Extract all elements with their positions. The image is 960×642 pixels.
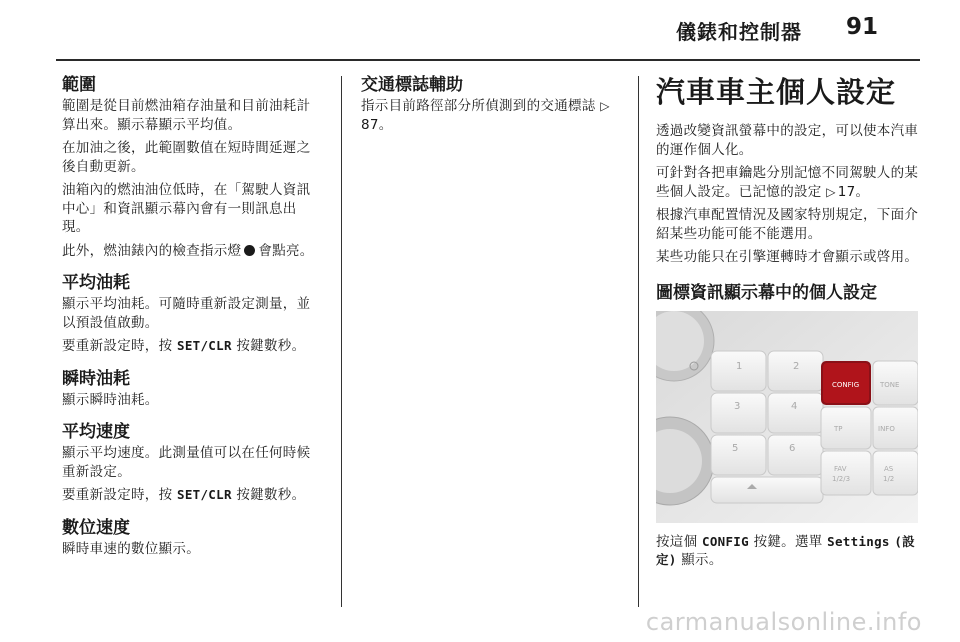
section-digital-speed (62, 517, 324, 559)
paragraph: 顯示平均速度。此測量值可以在任何時候重新設定。 (62, 445, 311, 480)
paragraph: 根據汽車配置情況及國家特別規定，下面介紹某些功能可能不能選用。 (656, 207, 919, 242)
section-title: 瞬時油耗 (62, 368, 130, 389)
preset-6-label: 6 (789, 442, 796, 454)
text-run: 可針對各把車鑰匙分別記憶不同駕駛人的某些個人設定。已記憶的設定 (656, 165, 919, 200)
text-run: 按鍵數秒。 (236, 487, 306, 503)
tp-button-label: TP (834, 424, 843, 433)
text-run: 按鍵。選單 (753, 533, 823, 550)
column-1 (62, 74, 324, 570)
text-run: 要重新設定時，按 (62, 487, 173, 503)
as-button-label: AS (884, 464, 894, 473)
section-title: 範圍 (62, 75, 96, 95)
chapter-title: 汽車車主個人設定 (656, 75, 897, 109)
section-average-consumption (62, 272, 324, 356)
preset-3-label: 3 (734, 400, 741, 412)
section-instant-consumption (62, 368, 324, 410)
text-run: 此外，燃油錶內的檢查指示燈 (62, 242, 242, 259)
preset-1-label: 1 (736, 360, 743, 372)
text-run: 按這個 (656, 533, 698, 550)
preset-4-label: 4 (791, 400, 798, 412)
preset-5-label: 5 (732, 442, 739, 454)
page-header (56, 0, 920, 62)
preset-2-label: 2 (793, 360, 800, 372)
fav-button-label: FAV (834, 464, 847, 473)
photo-caption (656, 533, 920, 570)
paragraph (361, 97, 623, 134)
section-average-speed (62, 421, 324, 505)
paragraph: 顯示瞬時油耗。 (62, 391, 159, 408)
info-button-label: INFO (878, 424, 895, 433)
paragraph: 顯示平均油耗。可隨時重新設定測量，並以預設值啟動。 (62, 296, 311, 331)
page-reference-arrow-icon: ▷ (826, 184, 836, 199)
column-3 (656, 74, 920, 575)
paragraph: 油箱內的燃油油位低時，在「駕駛人資訊中心」和資訊顯示幕內會有一則訊息出現。 (62, 182, 311, 235)
control-panel-photo (656, 311, 918, 523)
column-divider-1 (341, 76, 342, 607)
section-title: 平均油耗 (62, 273, 130, 293)
paragraph: 透過改變資訊螢幕中的設定，可以使本汽車的運作個人化。 (656, 123, 919, 158)
section-range (62, 74, 324, 260)
paragraph: 範圍是從目前燃油箱存油量和目前油耗計算出來。顯示幕顯示平均值。 (62, 98, 311, 133)
page-reference-arrow-icon: ▷ (600, 99, 610, 113)
page-ref[interactable]: 17。 (837, 183, 870, 200)
header-title: 儀錶和控制器 (676, 20, 802, 44)
paragraph: 在加油之後，此範圍數值在短時間延遲之後自動更新。 (62, 140, 311, 175)
menu-label: Settings (827, 533, 890, 549)
as-button-sublabel: 1/2 (883, 474, 895, 483)
menu-label-translation: (設定) (656, 533, 915, 567)
watermark: carmanualsonline.info (645, 608, 922, 636)
paragraph: 某些功能只在引擎運轉時才會顯示或啓用。 (656, 249, 919, 265)
text-run: 會點亮。 (258, 242, 314, 259)
section-title: 交通標誌輔助 (361, 75, 463, 95)
page-ref[interactable]: 87。 (361, 116, 393, 133)
paragraph (62, 337, 324, 356)
paragraph: 瞬時車速的數位顯示。 (62, 540, 200, 557)
tone-button-label: TONE (880, 380, 900, 389)
section-title: 數位速度 (62, 517, 130, 538)
section-title: 平均速度 (62, 422, 130, 442)
page-number: 91 (845, 14, 878, 40)
header-rule (56, 59, 920, 61)
paragraph (62, 486, 324, 505)
key-label: SET/CLR (177, 338, 232, 353)
config-button-label: CONFIG (832, 380, 860, 389)
column-divider-2 (638, 76, 639, 607)
paragraph (656, 164, 920, 201)
text-run: 要重新設定時，按 (62, 338, 173, 354)
text-run: 顯示。 (681, 552, 723, 568)
text-run: 按鍵數秒。 (236, 338, 306, 354)
filled-dot-icon (244, 245, 255, 256)
subsection-title: 圖標資訊顯示幕中的個人設定 (656, 282, 877, 303)
fav-button-sublabel: 1/2/3 (832, 474, 851, 483)
paragraph (62, 242, 324, 261)
key-label: SET/CLR (177, 487, 232, 502)
key-label: CONFIG (702, 533, 749, 549)
text-run: 指示目前路徑部分所偵測到的交通標誌 (361, 98, 596, 114)
column-2 (361, 74, 623, 139)
